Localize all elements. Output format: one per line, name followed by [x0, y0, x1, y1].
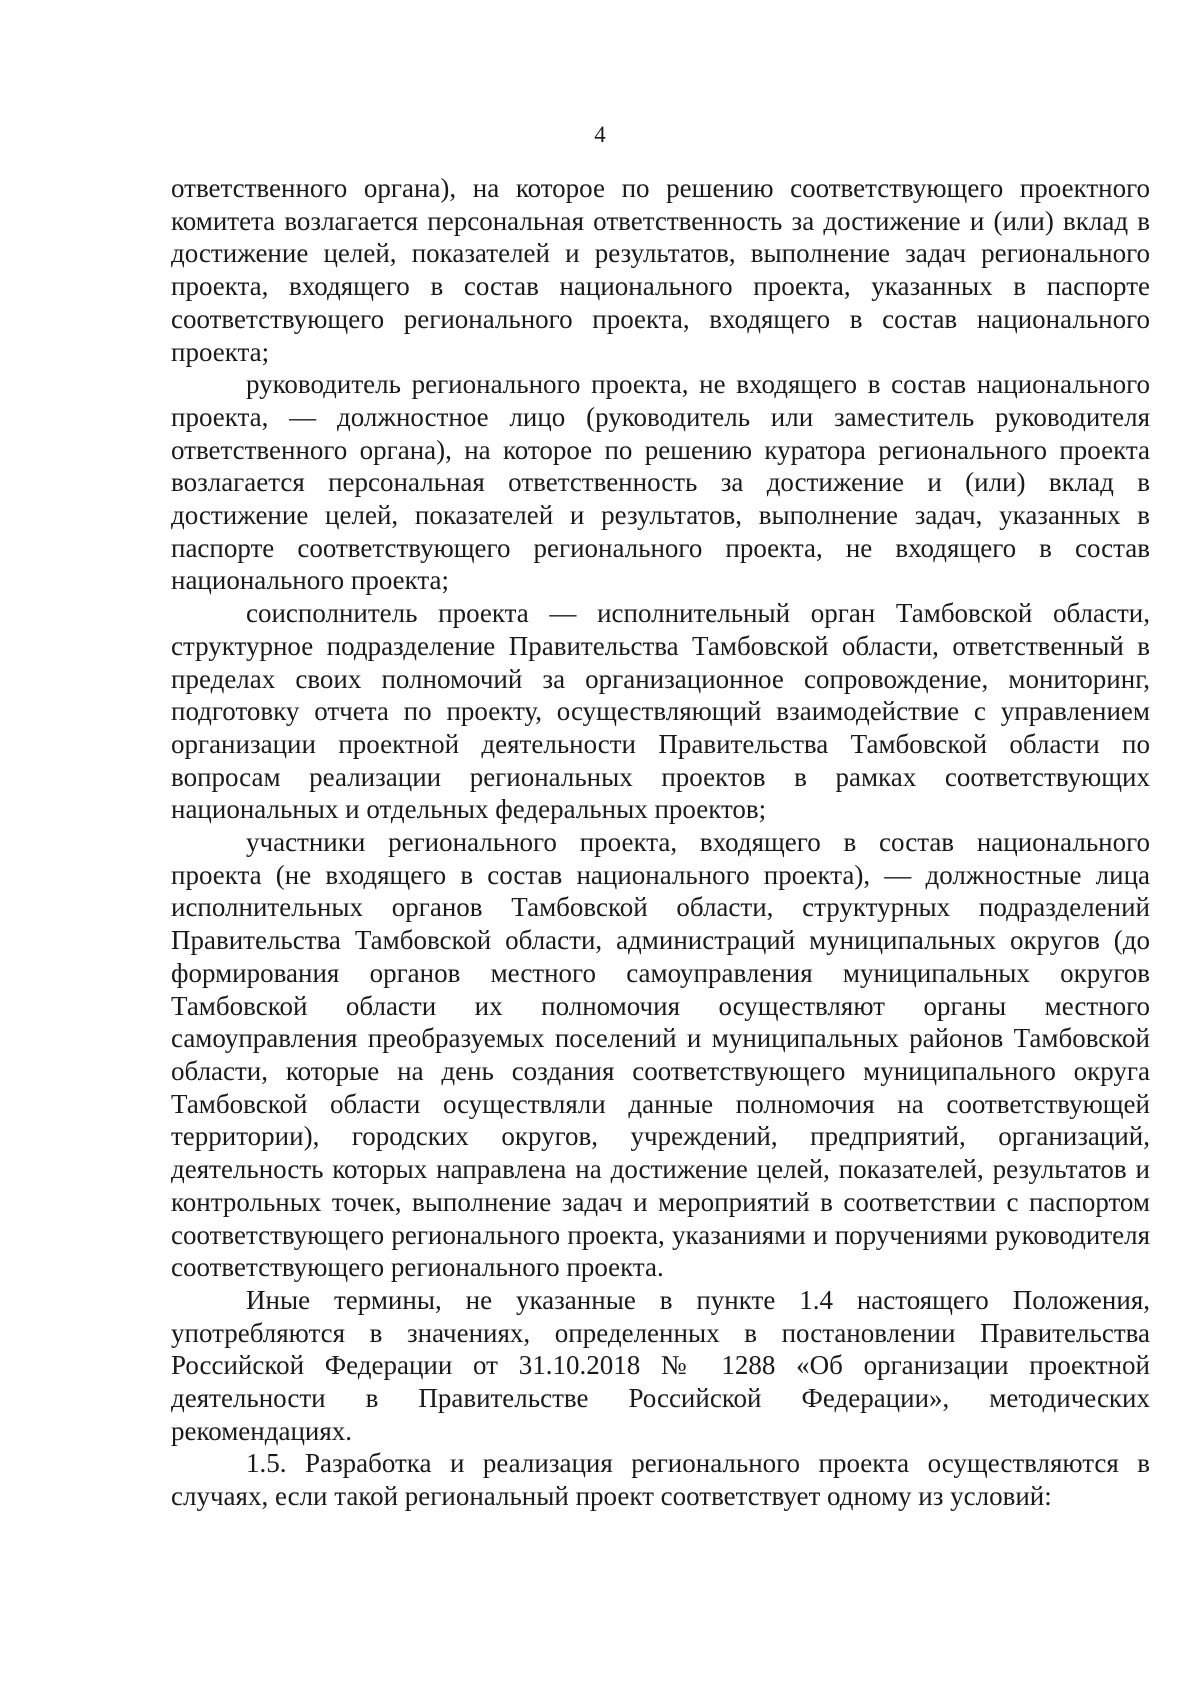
document-body [171, 172, 1150, 1513]
page-number: 4 [594, 122, 606, 147]
paragraph-clause-1-5: 1.5. Разработка и реализация регионального проекта осуществляются в случаях, если такой региональный проект соответствует одному из условий: [171, 1448, 1150, 1512]
paragraph-continuation: ответственного органа), на которое по решению соответствующего проектного комитета возлагается персональная ответственность за достижение и (или) вклад в достижение целей, показателей и результатов, выполнение задач регионального проекта, входящего в состав национального проекта, указанных в паспорте соответствующего регионального проекта, входящего в состав национального проекта; [171, 173, 1150, 367]
paragraph-other-terms: Иные термины, не указанные в пункте 1.4 настоящего Положения, употребляются в значениях, определенных в постановлении Правительства Российской Федерации от 31.10.2018 № 1288 «Об организации проектной деятельности в Правительстве Российской Федерации», методических рекомендациях. [171, 1284, 1150, 1446]
paragraph-co-executor-definition: соисполнитель проекта — исполнительный орган Тамбовской области, структурное подразделение Правительства Тамбовской области, ответственный в пределах своих полномочий за организационное сопровождение, мониторинг, подготовку отчета по проекту, осуществляющий взаимодействие с управлением организации проектной деятельности Правительства Тамбовской области по вопросам реализации региональных проектов в рамках соответствующих национальных и отдельных федеральных проектов; [171, 598, 1150, 825]
paragraph-project-head-definition: руководитель регионального проекта, не входящего в состав национального проекта, — должностное лицо (руководитель или заместитель руководителя ответственного органа), на которое по решению куратора регионального проекта возлагается персональная ответственность за достижение и (или) вклад в достижение целей, показателей и результатов, выполнение задач, указанных в паспорте соответствующего регионального проекта, не входящего в состав национального проекта; [171, 369, 1150, 596]
paragraph-participants-definition: участники регионального проекта, входящего в состав национального проекта (не входящего в состав национального проекта), — должностные лица исполнительных органов Тамбовской области, структурных подразделений Правительства Тамбовской области, администраций муниципальных округов (до формирования органов местного самоуправления муниципальных округов Тамбовской области их полномочия осуществляют органы местного самоуправления преобразуемых поселений и муниципальных районов Тамбовской области, которые на день создания соответствующего муниципального округа Тамбовской области осуществляли данные полномочия на соответствующей территории), городских округов, учреждений, предприятий, организаций, деятельность которых направлена на достижение целей, показателей, результатов и контрольных точек, выполнение задач и мероприятий в соответствии с паспортом соответствующего регионального проекта, указаниями и поручениями руководителя соответствующего регионального проекта. [171, 827, 1150, 1283]
